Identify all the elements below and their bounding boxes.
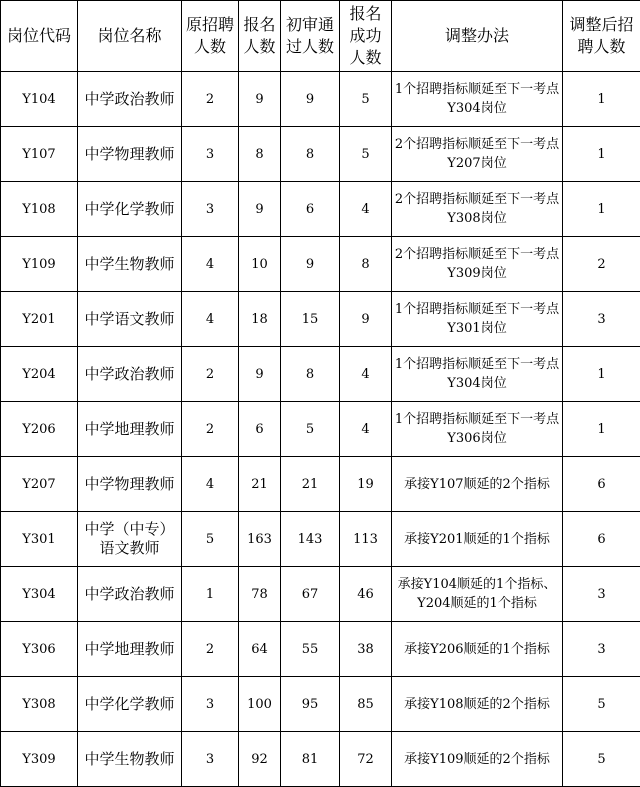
header-succ: 报名成功人数 [340, 1, 392, 72]
cell-succ: 113 [340, 512, 392, 567]
cell-name: 中学生物教师 [78, 237, 182, 292]
cell-name: 中学化学教师 [78, 677, 182, 732]
header-row [1, 1, 640, 72]
cell-pass: 67 [281, 567, 340, 622]
cell-succ: 38 [340, 622, 392, 677]
cell-pass: 95 [281, 677, 340, 732]
cell-succ: 46 [340, 567, 392, 622]
cell-reg: 100 [239, 677, 281, 732]
table-row [1, 457, 640, 512]
cell-adj: 1 [563, 347, 640, 402]
cell-reg: 163 [239, 512, 281, 567]
cell-pass: 81 [281, 732, 340, 787]
cell-code: Y306 [1, 622, 78, 677]
cell-orig: 3 [182, 677, 239, 732]
header-adj: 调整后招聘人数 [563, 1, 640, 72]
cell-orig: 3 [182, 182, 239, 237]
cell-method: 承接Y104顺延的1个指标、Y204顺延的1个指标 [392, 567, 563, 622]
cell-method: 承接Y108顺延的2个指标 [392, 677, 563, 732]
header-code: 岗位代码 [1, 1, 78, 72]
cell-reg: 9 [239, 182, 281, 237]
cell-pass: 9 [281, 237, 340, 292]
cell-succ: 5 [340, 127, 392, 182]
table-row [1, 292, 640, 347]
table-row [1, 237, 640, 292]
cell-adj: 5 [563, 732, 640, 787]
cell-method: 1个招聘指标顺延至下一考点Y306岗位 [392, 402, 563, 457]
cell-pass: 9 [281, 72, 340, 127]
cell-orig: 2 [182, 622, 239, 677]
cell-succ: 4 [340, 347, 392, 402]
header-orig: 原招聘人数 [182, 1, 239, 72]
cell-succ: 5 [340, 72, 392, 127]
cell-orig: 2 [182, 347, 239, 402]
cell-orig: 3 [182, 127, 239, 182]
cell-orig: 4 [182, 292, 239, 347]
cell-succ: 72 [340, 732, 392, 787]
cell-code: Y107 [1, 127, 78, 182]
cell-code: Y304 [1, 567, 78, 622]
cell-adj: 3 [563, 567, 640, 622]
cell-name: 中学政治教师 [78, 72, 182, 127]
cell-adj: 3 [563, 622, 640, 677]
table-body [1, 72, 640, 787]
cell-name: 中学生物教师 [78, 732, 182, 787]
cell-code: Y108 [1, 182, 78, 237]
cell-method: 1个招聘指标顺延至下一考点Y304岗位 [392, 347, 563, 402]
cell-orig: 4 [182, 237, 239, 292]
cell-adj: 3 [563, 292, 640, 347]
cell-code: Y309 [1, 732, 78, 787]
cell-method: 2个招聘指标顺延至下一考点Y309岗位 [392, 237, 563, 292]
cell-reg: 6 [239, 402, 281, 457]
cell-reg: 8 [239, 127, 281, 182]
header-reg: 报名人数 [239, 1, 281, 72]
cell-name: 中学物理教师 [78, 127, 182, 182]
cell-adj: 5 [563, 677, 640, 732]
cell-code: Y104 [1, 72, 78, 127]
table-row [1, 567, 640, 622]
table-row [1, 622, 640, 677]
cell-adj: 1 [563, 182, 640, 237]
cell-adj: 2 [563, 237, 640, 292]
header-method: 调整办法 [392, 1, 563, 72]
cell-adj: 1 [563, 127, 640, 182]
cell-pass: 143 [281, 512, 340, 567]
cell-method: 承接Y206顺延的1个指标 [392, 622, 563, 677]
cell-code: Y206 [1, 402, 78, 457]
cell-succ: 8 [340, 237, 392, 292]
cell-code: Y207 [1, 457, 78, 512]
cell-adj: 6 [563, 457, 640, 512]
cell-pass: 8 [281, 127, 340, 182]
header-pass: 初审通过人数 [281, 1, 340, 72]
cell-method: 1个招聘指标顺延至下一考点Y304岗位 [392, 72, 563, 127]
cell-reg: 10 [239, 237, 281, 292]
cell-succ: 4 [340, 182, 392, 237]
header-name: 岗位名称 [78, 1, 182, 72]
cell-pass: 55 [281, 622, 340, 677]
table-row [1, 732, 640, 787]
cell-reg: 78 [239, 567, 281, 622]
cell-succ: 9 [340, 292, 392, 347]
cell-adj: 6 [563, 512, 640, 567]
cell-reg: 92 [239, 732, 281, 787]
table-row [1, 72, 640, 127]
cell-code: Y201 [1, 292, 78, 347]
cell-method: 承接Y109顺延的2个指标 [392, 732, 563, 787]
cell-method: 1个招聘指标顺延至下一考点Y301岗位 [392, 292, 563, 347]
cell-pass: 21 [281, 457, 340, 512]
table-row [1, 127, 640, 182]
cell-reg: 18 [239, 292, 281, 347]
cell-code: Y301 [1, 512, 78, 567]
cell-reg: 9 [239, 347, 281, 402]
cell-method: 承接Y107顺延的2个指标 [392, 457, 563, 512]
cell-reg: 64 [239, 622, 281, 677]
cell-name: 中学（中专）语文教师 [78, 512, 182, 567]
table-row [1, 512, 640, 567]
cell-succ: 85 [340, 677, 392, 732]
cell-orig: 1 [182, 567, 239, 622]
cell-pass: 6 [281, 182, 340, 237]
cell-reg: 21 [239, 457, 281, 512]
cell-code: Y204 [1, 347, 78, 402]
cell-pass: 15 [281, 292, 340, 347]
cell-code: Y308 [1, 677, 78, 732]
cell-orig: 4 [182, 457, 239, 512]
cell-name: 中学地理教师 [78, 622, 182, 677]
cell-orig: 5 [182, 512, 239, 567]
cell-name: 中学物理教师 [78, 457, 182, 512]
cell-orig: 3 [182, 732, 239, 787]
table-row [1, 347, 640, 402]
cell-name: 中学政治教师 [78, 567, 182, 622]
cell-adj: 1 [563, 72, 640, 127]
cell-pass: 5 [281, 402, 340, 457]
cell-method: 承接Y201顺延的1个指标 [392, 512, 563, 567]
cell-reg: 9 [239, 72, 281, 127]
table-row [1, 677, 640, 732]
cell-method: 2个招聘指标顺延至下一考点Y308岗位 [392, 182, 563, 237]
cell-name: 中学地理教师 [78, 402, 182, 457]
cell-adj: 1 [563, 402, 640, 457]
cell-succ: 4 [340, 402, 392, 457]
cell-name: 中学语文教师 [78, 292, 182, 347]
cell-code: Y109 [1, 237, 78, 292]
cell-orig: 2 [182, 72, 239, 127]
cell-method: 2个招聘指标顺延至下一考点Y207岗位 [392, 127, 563, 182]
cell-orig: 2 [182, 402, 239, 457]
cell-pass: 8 [281, 347, 340, 402]
cell-name: 中学化学教师 [78, 182, 182, 237]
cell-name: 中学政治教师 [78, 347, 182, 402]
cell-succ: 19 [340, 457, 392, 512]
table-row [1, 182, 640, 237]
table-row [1, 402, 640, 457]
